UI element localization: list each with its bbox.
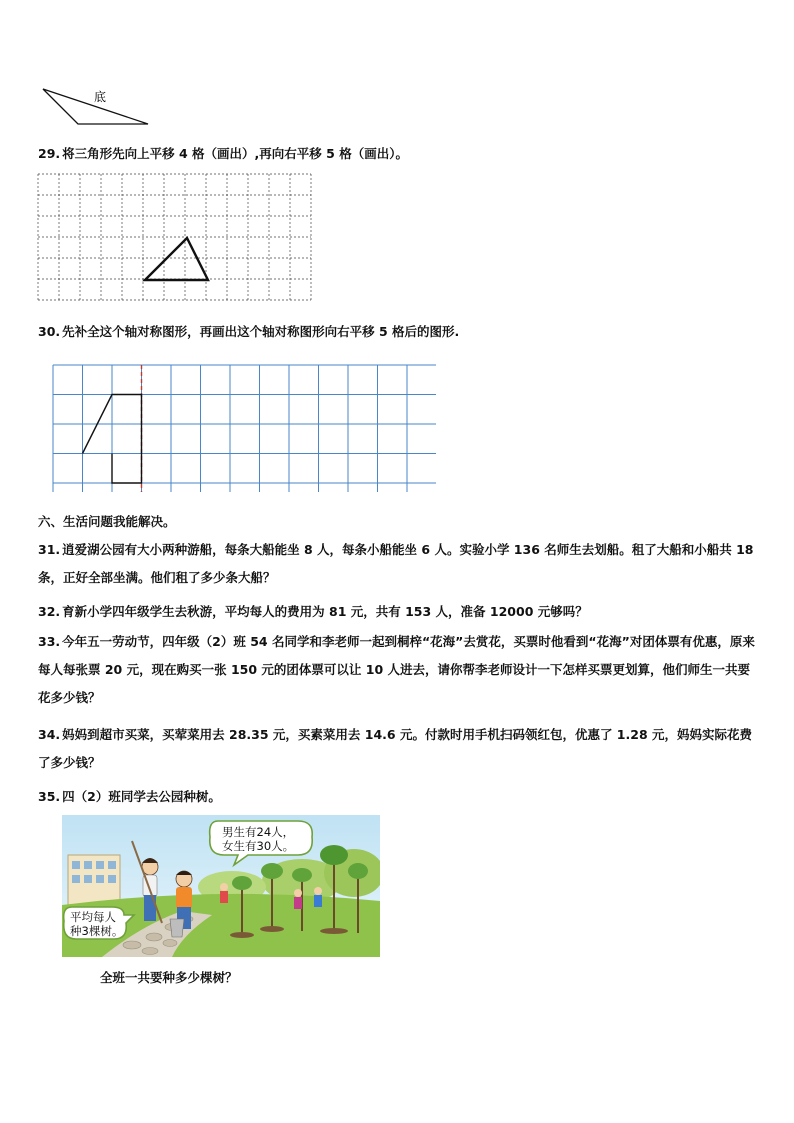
question-number: 35. (38, 789, 61, 804)
triangle-shape (145, 238, 208, 280)
q35-question: 全班一共要种多少棵树？ (100, 970, 238, 985)
school-building (68, 855, 120, 905)
question-number: 33. (38, 634, 61, 649)
speech-bubble-left (64, 907, 134, 939)
question-text: 育新小学四年级学生去秋游，平均每人的费用为 81 元，共有 153 人，准备 12000 元够吗？ (62, 604, 588, 619)
question-number: 30. (38, 324, 61, 339)
bubble-right-line-2: 女生有30人。 (222, 839, 295, 853)
q28-base-label: 底 (94, 90, 107, 104)
q30-blue-grid (50, 362, 436, 492)
question-31 (38, 536, 758, 592)
question-text: 将三角形先向上平移 4 格（画出）,再向右平移 5 格（画出）。 (62, 146, 408, 161)
bubble-left-line-1: 平均每人 (70, 910, 116, 924)
question-number: 34. (38, 727, 61, 742)
q29-dashed-grid (36, 172, 314, 312)
tree-planting-illustration (62, 815, 380, 957)
question-text: 先补全这个轴对称图形，再画出这个轴对称图形向右平移 5 格后的图形. (62, 324, 460, 339)
bubble-left-line-2: 种3棵树。 (70, 924, 124, 938)
question-34 (38, 721, 758, 777)
question-text: 妈妈到超市买菜，买荤菜用去 28.35 元，买素菜用去 14.6 元。付款时用手机扫码领红包，优惠了 1.28 元，妈妈实际花费了多少钱？ (38, 727, 752, 770)
question-number: 29. (38, 146, 61, 161)
question-text: 四（2）班同学去公园种树。 (62, 789, 221, 804)
question-35 (38, 783, 758, 811)
question-number: 32. (38, 604, 61, 619)
question-text: 逍爱湖公园有大小两种游船，每条大船能坐 8 人，每条小船能坐 6 人。实验小学 136 名师生去划船。租了大船和小船共 18 条，正好全部坐满。他们租了多少条大船？ (38, 542, 754, 585)
bubble-right-line-1: 男生有24人， (222, 825, 295, 839)
question-30 (38, 318, 758, 346)
question-32 (38, 598, 758, 626)
question-number: 31. (38, 542, 61, 557)
question-text: 今年五一劳动节，四年级（2）班 54 名同学和李老师一起到桐梓“花海”去赏花，买票时他看到“花海”对团体票有优惠，原来每人每张票 20 元，现在购买一张 150 元的团体票可以让 10 人进去，请你帮李老师设计一下怎样买票更划算，他们师生一共要花多少钱？ (38, 634, 755, 705)
section-6-title: 六、生活问题我能解决。 (38, 514, 176, 529)
question-33 (38, 628, 758, 712)
question-29 (38, 140, 758, 168)
q28-triangle-figure (38, 84, 158, 130)
